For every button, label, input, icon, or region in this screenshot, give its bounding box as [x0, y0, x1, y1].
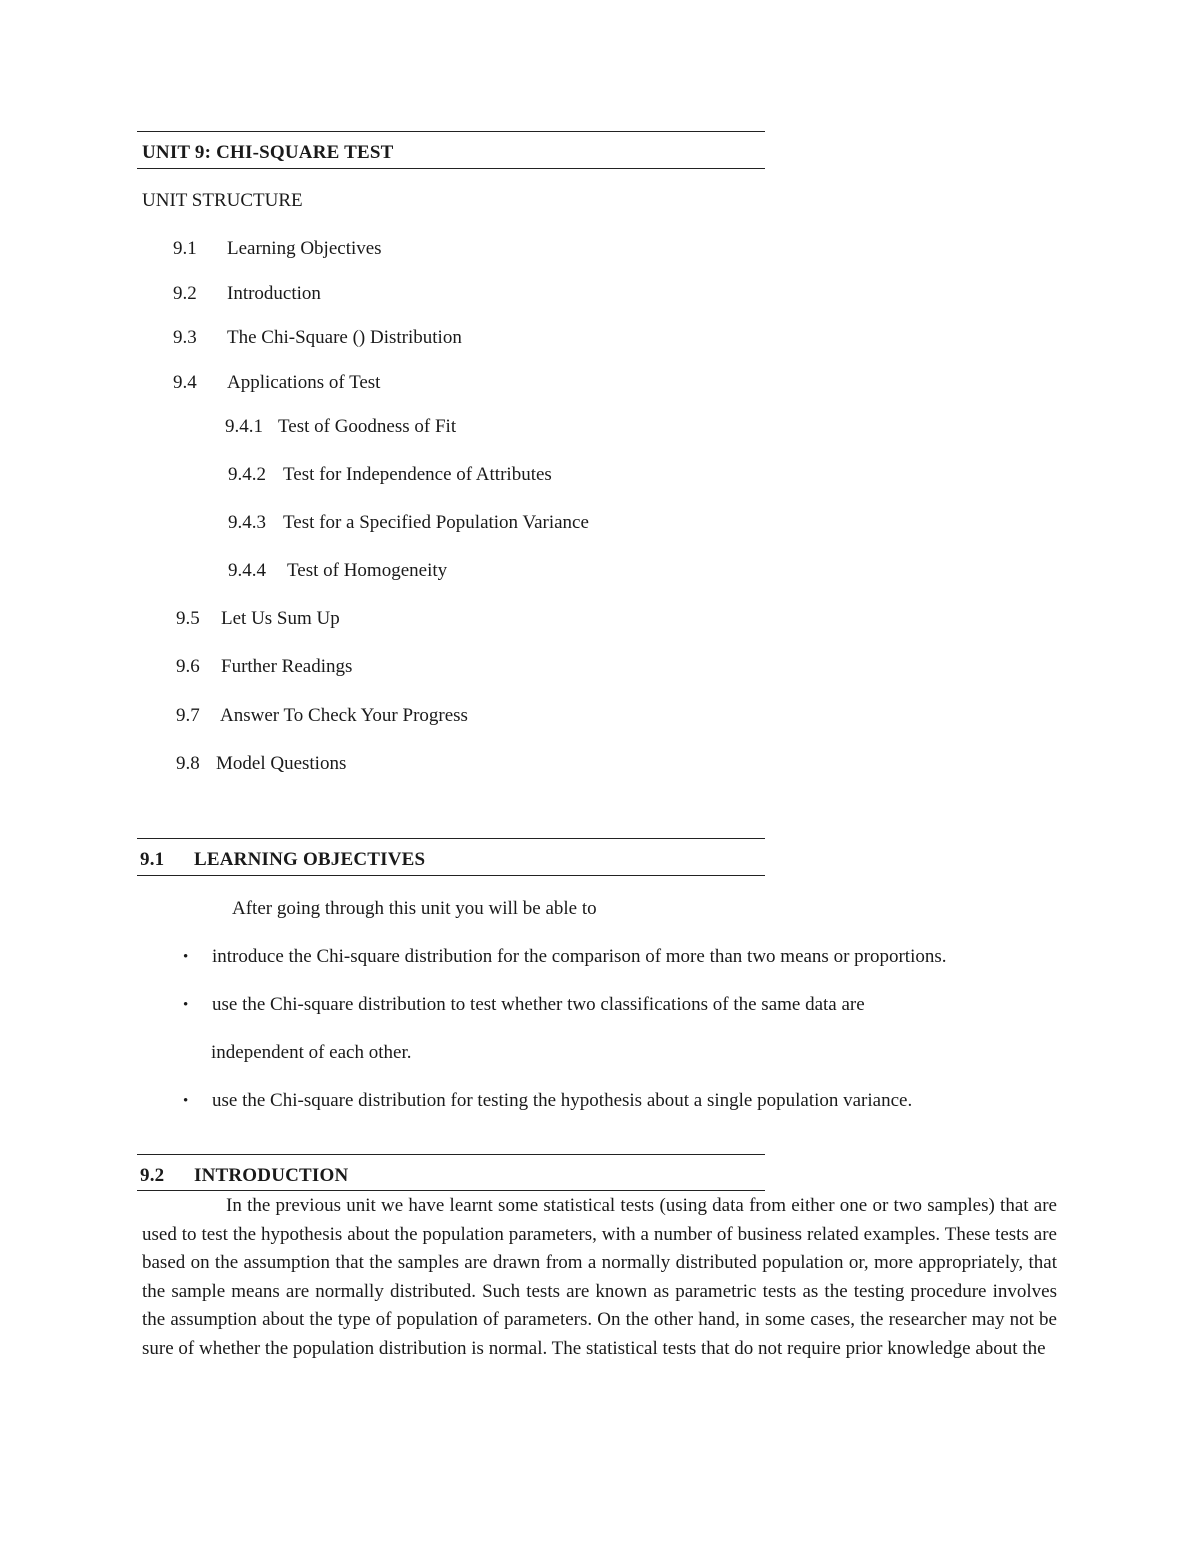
toc-item-label: Model Questions: [216, 753, 347, 774]
toc-subitem: [228, 464, 552, 486]
toc-item-number: 9.7: [176, 705, 200, 726]
section-rule: [137, 1154, 765, 1155]
toc-item-label: The Chi-Square () Distribution: [227, 327, 462, 348]
toc-item-label: Test for Independence of Attributes: [283, 464, 552, 485]
objective-item: use the Chi-square distribution to test whether two classifications of the same data are: [212, 994, 865, 1015]
toc-item: [176, 656, 352, 678]
unit-structure-label: UNIT STRUCTURE: [142, 190, 303, 211]
toc-subitem: [225, 416, 456, 438]
objective-item: introduce the Chi-square distribution for the comparison of more than two means or proportions.: [212, 946, 947, 967]
toc-item-label: Learning Objectives: [227, 238, 382, 259]
toc-item: [173, 327, 462, 349]
toc-subitem: [228, 560, 447, 582]
toc-item: [176, 608, 340, 630]
top-rule: [137, 131, 765, 132]
toc-item-number: 9.8: [176, 753, 200, 774]
section-underline-rule: [137, 1190, 765, 1191]
introduction-paragraph: [142, 1192, 1057, 1363]
toc-item: [176, 705, 468, 727]
toc-item-label: Test of Homogeneity: [287, 560, 448, 581]
toc-item-number: 9.1: [173, 238, 197, 259]
toc-item: [176, 753, 346, 775]
section-title: LEARNING OBJECTIVES: [194, 849, 426, 870]
section-rule: [137, 838, 765, 839]
bullet-glyph: •: [183, 997, 189, 1013]
section-heading-learning-objectives: [140, 849, 425, 871]
toc-item-number: 9.4: [173, 372, 197, 393]
section-underline-rule: [137, 875, 765, 876]
toc-item: [173, 372, 380, 394]
objective-item: use the Chi-square distribution for testing the hypothesis about a single population variance.: [212, 1090, 913, 1111]
objectives-intro: After going through this unit you will be able to: [232, 898, 597, 919]
bullet-glyph: •: [183, 949, 189, 965]
title-underline-rule: [137, 168, 765, 169]
toc-item: [173, 283, 321, 305]
toc-item-label: Answer To Check Your Progress: [220, 705, 468, 726]
toc-item-label: Test of Goodness of Fit: [278, 416, 457, 437]
section-title: INTRODUCTION: [194, 1165, 349, 1186]
introduction-paragraph-text: In the previous unit we have learnt some statistical tests (using data from either one or two samples) that are used to test the hypothesis about the population parameters, with a number of business related examples. These tests are based on the assumption that the samples are drawn from a normally distributed population or, more appropriately, that the sample means are normally distributed. Such tests are known as parametric tests as the testing procedure involves the assumption about the type of population of parameters. On the other hand, in some cases, the researcher may not be sure of whether the population distribution is normal. The statistical tests that do not require prior knowledge about the: [142, 1195, 1057, 1359]
bullet-glyph: •: [183, 1093, 189, 1109]
toc-item-number: 9.4.4: [228, 560, 266, 581]
toc-item-number: 9.4.2: [228, 464, 266, 485]
toc-item-label: Introduction: [227, 283, 321, 304]
section-number: 9.2: [140, 1165, 165, 1186]
toc-item: [173, 238, 382, 260]
toc-subitem: [228, 512, 589, 534]
toc-item-label: Applications of Test: [227, 372, 381, 393]
toc-item-number: 9.3: [173, 327, 197, 348]
toc-item-number: 9.4.1: [225, 416, 263, 437]
toc-item-number: 9.2: [173, 283, 197, 304]
toc-item-number: 9.4.3: [228, 512, 266, 533]
toc-item-label: Further Readings: [221, 656, 353, 677]
section-heading-introduction: [140, 1165, 348, 1187]
section-number: 9.1: [140, 849, 165, 870]
objective-item-continuation: independent of each other.: [211, 1042, 412, 1063]
toc-item-number: 9.6: [176, 656, 200, 677]
toc-item-label: Let Us Sum Up: [221, 608, 340, 629]
toc-item-number: 9.5: [176, 608, 200, 629]
toc-item-label: Test for a Specified Population Variance: [283, 512, 589, 533]
unit-title: UNIT 9: CHI-SQUARE TEST: [142, 142, 394, 163]
